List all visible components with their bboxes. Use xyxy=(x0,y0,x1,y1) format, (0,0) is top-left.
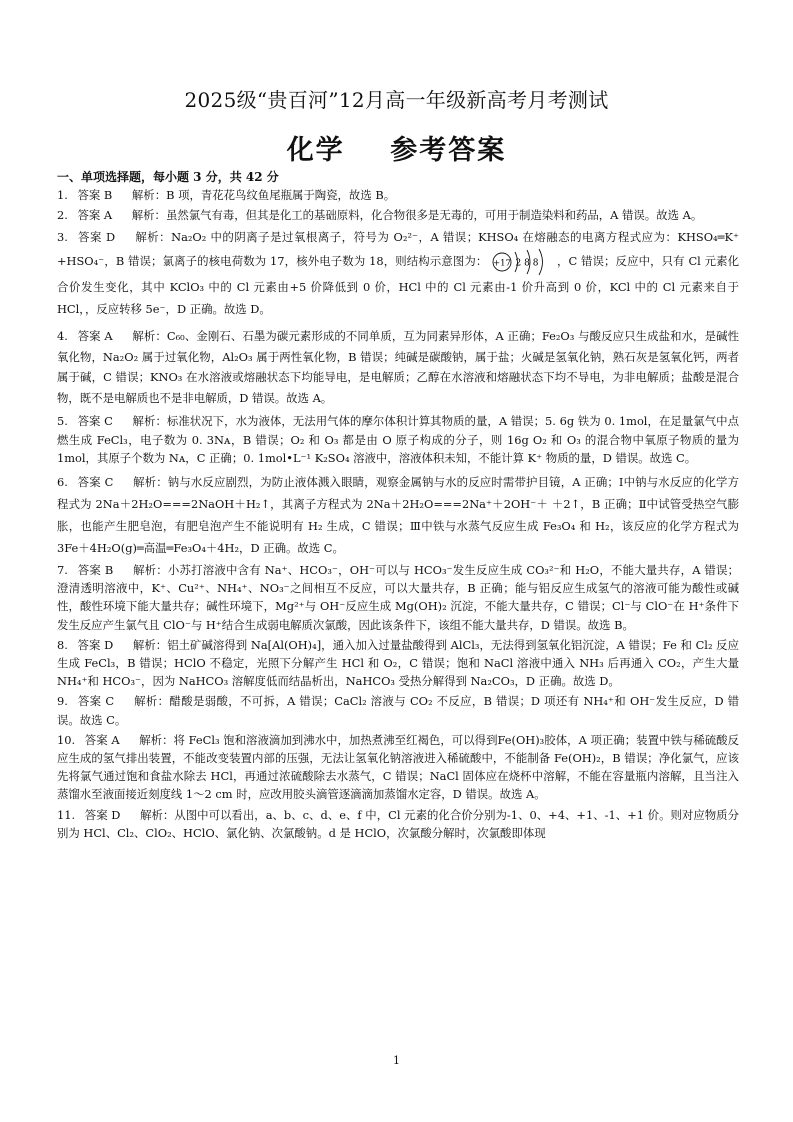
question-6 xyxy=(57,471,739,559)
analysis-text: 解析：虽然氯气有毒，但其是化工的基础原料，化合物很多是无毒的，可用于制造染料和药品，A 错误。故选 A。 xyxy=(131,208,703,223)
question-number: 1. xyxy=(57,188,68,202)
question-9 xyxy=(57,692,739,728)
question-number: 7. xyxy=(57,563,68,578)
question-number: 9. xyxy=(57,694,68,709)
subject-heading: 化学 参考答案 xyxy=(286,135,507,166)
question-number: 5. xyxy=(57,414,68,429)
analysis-text: 解析：铝土矿碱溶得到 Na[Al(OH)₄]，通入加入过量盐酸得到 AlCl₃，无法得到氢氧化铝沉淀，A 错误；Fe 和 Cl₂ 反应生成 FeCl₃，B 错误；HClO 不稳定，光照下分解产生 HCl 和 O₂，C 错误；饱和 NaCl 溶液中通入 NH₃ 后再通入 CO₂，产生大量 NH₄⁺和 HCO₃⁻，因为 NaHCO₃ 溶解度低而结晶析出，NaHCO₃ 受热分解得到 Na₂CO₃，D 正确。故选 D。 xyxy=(57,637,739,689)
question-7 xyxy=(57,561,739,634)
question-4 xyxy=(57,326,739,408)
question-2 xyxy=(57,206,739,224)
answer-label: 答案 B xyxy=(77,188,113,202)
page-number: 1 xyxy=(393,1054,400,1067)
electron-shells-label: 2 8 8 xyxy=(515,258,539,269)
answer-label: 答案 D xyxy=(78,230,116,245)
question-number: 4. xyxy=(57,329,68,344)
answer-label: 答案 C xyxy=(77,694,115,709)
analysis-text: 解析：标准状况下，水为液体，无法用气体的摩尔体积计算其物质的量，A 错误；5. 6g 铁为 0. 1mol，在足量氯气中点燃生成 FeCl₃，电子数为 0. 3Nᴀ，B 错误；O₂ 和 O₃ 都是由 O 原子构成的分子，则 16g O₂ 和 O₃ 的混合物中氧原子物质的量为 1mol，其原子个数为 Nᴀ，C 正确；0. 1mol•L⁻¹ K₂SO₄ 溶液中，溶液体积未知，不能计算 K⁺ 物质的量，D 错误。故选 C。 xyxy=(57,414,740,465)
question-number: 10. xyxy=(57,732,76,747)
question-11 xyxy=(57,806,739,842)
answer-label: 答案 B xyxy=(77,563,114,578)
question-5 xyxy=(57,412,739,467)
analysis-text-continued: ，C 错误；反应中，只有 Cl 元素化合价发生变化，其中 KClO₃ 中的 Cl 元素由+5 价降低到 0 价，HCl 中的 Cl 元素由-1 价升高到 0 价，KCl 中的 Cl 元素来自于 HCl，，反应转移 5e⁻，D 正确。故选 D。 xyxy=(57,254,740,317)
answer-label: 答案 D xyxy=(77,637,114,652)
question-3 xyxy=(57,226,739,320)
question-number: 3. xyxy=(57,230,68,245)
document-title: 2025级“贵百河”12月高一年级新高考月考测试 xyxy=(184,88,609,112)
analysis-text: 解析：钠与水反应剧烈，为防止液体溅入眼睛，观察金属钠与水的反应时需带护目镜，A 正确；Ⅰ中钠与水反应的化学方程式为 2Na＋2H₂O===2NaOH＋H₂↑，其离子方程式为 2Na＋2H₂O===2Na⁺＋2OH⁻＋ ＋2↑，B 正确；Ⅱ中试管受热空气膨胀，也能产生肥皂泡，有肥皂泡产生不能说明有 H₂ 生成，C 错误；Ⅲ中铁与水蒸气反应生成 Fe₃O₄ 和 H₂，该反应的化学方程式为 3Fe＋4H₂O(g)═高温═Fe₃O₄＋4H₂，D 正确。故选 C。 xyxy=(57,475,740,556)
answer-label: 答案 A xyxy=(77,329,113,344)
answer-label: 答案 A xyxy=(77,208,113,223)
analysis-text: 解析：将 FeCl₃ 饱和溶液滴加到沸水中，加热煮沸至红褐色，可以得到Fe(OH)₃胶体，A 项正确；装置中铁与稀硫酸反应生成的氢气排出装置，不能改变装置内部的压强，无法让氢氧化钠溶液进入稀硫酸中，不能制备 Fe(OH)₂，B 错误；净化氯气，应该先将氯气通过饱和食盐水除去 HCl，再通过浓硫酸除去水蒸气，C 错误；NaCl 固体应在烧杯中溶解，不能在容量瓶内溶解，且当注入蒸馏水至液面接近刻度线 1～2 cm 时，应改用胶头滴管逐滴滴加蒸馏水定容，D 错误。故选 A。 xyxy=(57,732,739,802)
section-title: 一、单项选择题，每小题 3 分，共 42 分 xyxy=(57,170,279,184)
analysis-text: 解析：C₆₀、金刚石、石墨为碳元素形成的不同单质，互为同素异形体，A 正确；Fe₂O₃ 与酸反应只生成盐和水，是碱性氧化物，Na₂O₂ 属于过氧化物，Al₂O₃ 属于两性氧化物，B 错误；纯碱是碳酸钠，属于盐；火碱是氢氧化钠，熟石灰是氢氧化钙，两者属于碱，C 错误；KNO₃ 在水溶液或熔融状态下均能导电，是电解质；乙醇在水溶液和熔融状态下均不导电，为非电解质；盐酸是混合物，既不是电解质也不是非电解质，D 错误。故选 A。 xyxy=(57,329,740,405)
answer-label: 答案 C xyxy=(77,475,114,490)
question-8 xyxy=(57,636,739,691)
question-number: 8. xyxy=(57,637,68,652)
question-number: 6. xyxy=(57,475,68,490)
answer-label: 答案 A xyxy=(84,732,120,747)
answer-list xyxy=(57,186,739,844)
answer-label: 答案 D xyxy=(84,807,121,822)
question-number: 11. xyxy=(57,807,76,822)
answer-label: 答案 C xyxy=(77,414,113,429)
analysis-text: 解析：从图中可以看出，a、b、c、d、e、f 中，Cl 元素的化合价分别为-1、0、+4、+1、-1、+1 价。则对应物质分别为 HCl、Cl₂、ClO₂、HClO、氯化钠、次氯酸钠。d 是 HClO，次氯酸分解时，次氯酸即体现 xyxy=(57,807,739,840)
analysis-text: 解析：B 项，青花花鸟纹鱼尾瓶属于陶瓷，故选 B。 xyxy=(131,188,396,202)
chloride-ion-structure-diagram xyxy=(491,248,553,276)
analysis-text: 解析：醋酸是弱酸，不可拆，A 错误；CaCl₂ 溶液与 CO₂ 不反应，B 错误；D 项还有 NH₄⁺和 OH⁻发生反应，D 错误。故选 C。 xyxy=(57,694,739,727)
analysis-text: 解析：小苏打溶液中含有 Na⁺、HCO₃⁻，OH⁻可以与 HCO₃⁻发生反应生成 CO₃²⁻和 H₂O，不能大量共存，A 错误；澄清透明溶液中，K⁺、Cu²⁺、NH₄⁺、NO₃⁻之间相互不反应，可以大量共存，B 正确；能与铝反应生成氢气的溶液可能为酸性或碱性，酸性环境下能大量共存；碱性环境下，Mg²⁺与 OH⁻反应生成 Mg(OH)₂ 沉淀，不能大量共存，C 错误；Cl⁻与 ClO⁻在 H⁺条件下发生反应产生氯气且 ClO⁻与 H⁺结合生成弱电解质次氯酸，因此该条件下，该组不能大量共存，D 错误。故选 B。 xyxy=(57,563,739,632)
question-10 xyxy=(57,731,739,804)
analysis-text: 解析：Na₂O₂ 中的阴离子是过氧根离子，符号为 O₂²⁻，A 错误；KHSO₄ 在熔融态的电离方程式应为：KHSO₄═K⁺ +HSO₄⁻，B 错误；氯离子的核电荷数为 17，核外电子数为 18，则结构示意图为： xyxy=(57,230,739,269)
question-number: 2. xyxy=(57,208,68,223)
atom-nucleus-label: +17 xyxy=(493,258,512,269)
question-1 xyxy=(57,186,739,204)
